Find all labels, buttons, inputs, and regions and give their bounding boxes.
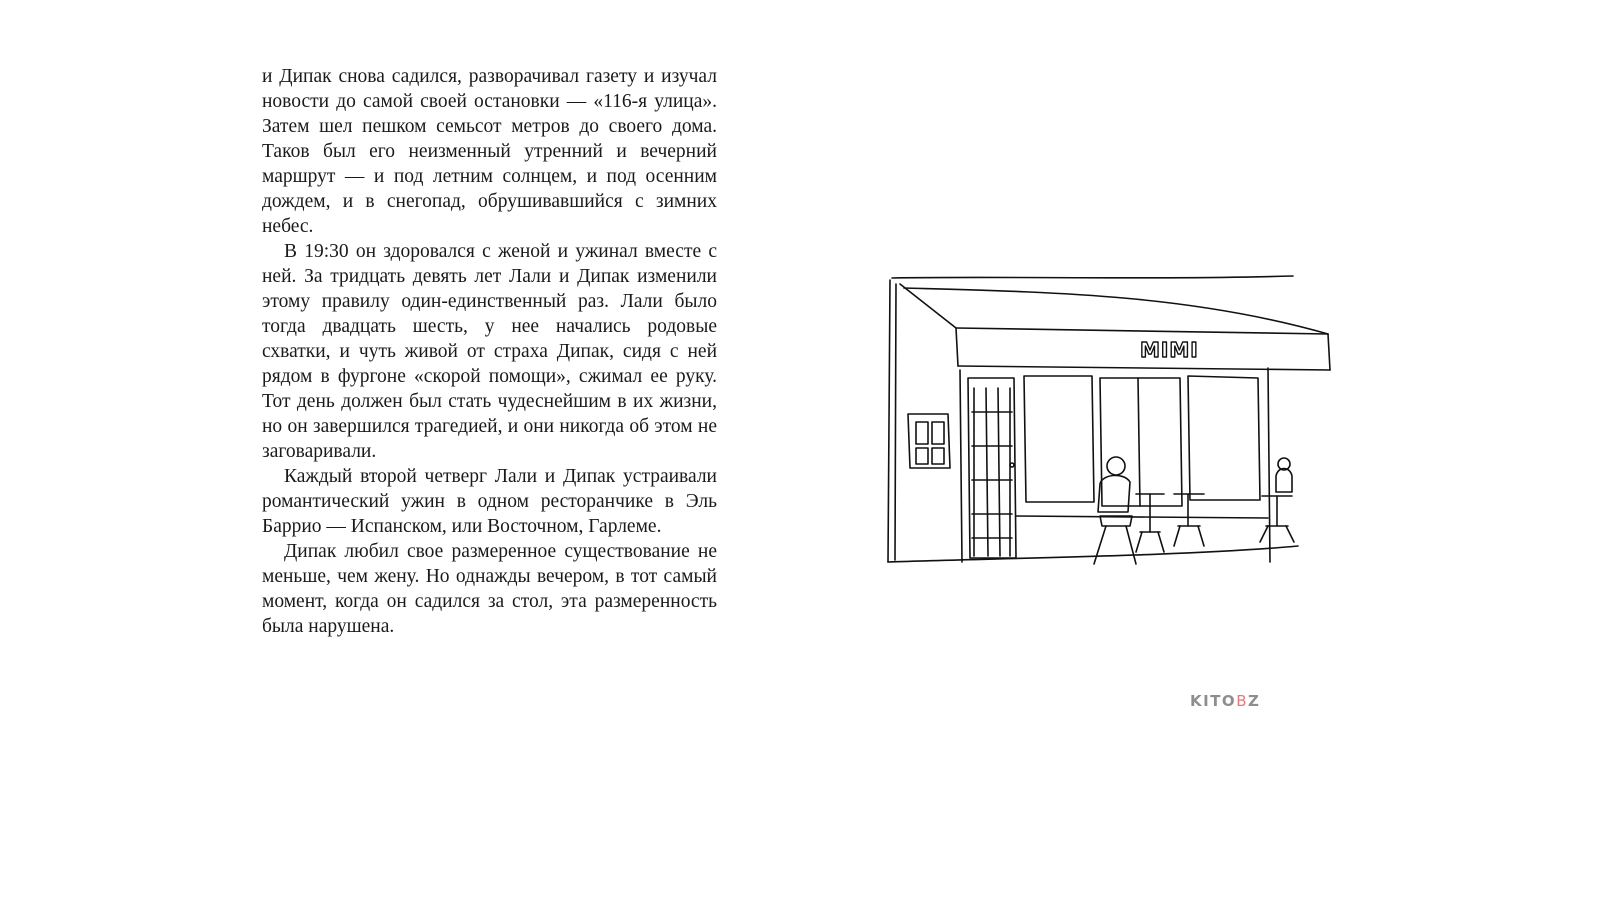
paragraph-2: В 19:30 он здоровался с женой и ужинал вместе с ней. За тридцать девять лет Лали и Дипак изменили этому правилу один-единственный раз. Лали было тогда двадцать шесть, у нее начались родовые схватки, и чуть живой от страха Дипак, сидя с ней рядом в фургоне «скорой помощи», сжимал ее руку. Тот день должен был стать чудеснейшим в их жизни, но он завершился трагедией, и они никогда об этом не заговаривали. xyxy=(262,241,717,462)
cafe-sketch xyxy=(888,270,1348,590)
cafe-sign: MIMI xyxy=(1140,338,1199,362)
watermark-prefix: KITO xyxy=(1190,692,1237,710)
watermark-mark: B xyxy=(1236,692,1248,710)
cafe-illustration xyxy=(888,270,1348,590)
kitobz-watermark xyxy=(1190,692,1260,710)
paragraph-4: Дипак любил свое размеренное существование не меньше, чем жену. Но однажды вечером, в тот самый момент, когда он садился за стол, эта размеренность была нарушена. xyxy=(262,541,717,637)
book-page-text xyxy=(262,64,717,639)
paragraph-3: Каждый второй четверг Лали и Дипак устраивали романтический ужин в одном ресторанчике в Эль Баррио — Испанском, или Восточном, Гарлеме. xyxy=(262,466,717,537)
watermark-suffix: Z xyxy=(1248,692,1261,710)
paragraph-1: и Дипак снова садился, разворачивал газету и изучал новости до самой своей остановки — «116-я улица». Затем шел пешком семьсот метров до своего дома. Таков был его неизменный утренний и вечерний маршрут — и под летним солнцем, и под осенним дождем, и в снегопад, обрушивавшийся с зимних небес. xyxy=(262,66,717,237)
